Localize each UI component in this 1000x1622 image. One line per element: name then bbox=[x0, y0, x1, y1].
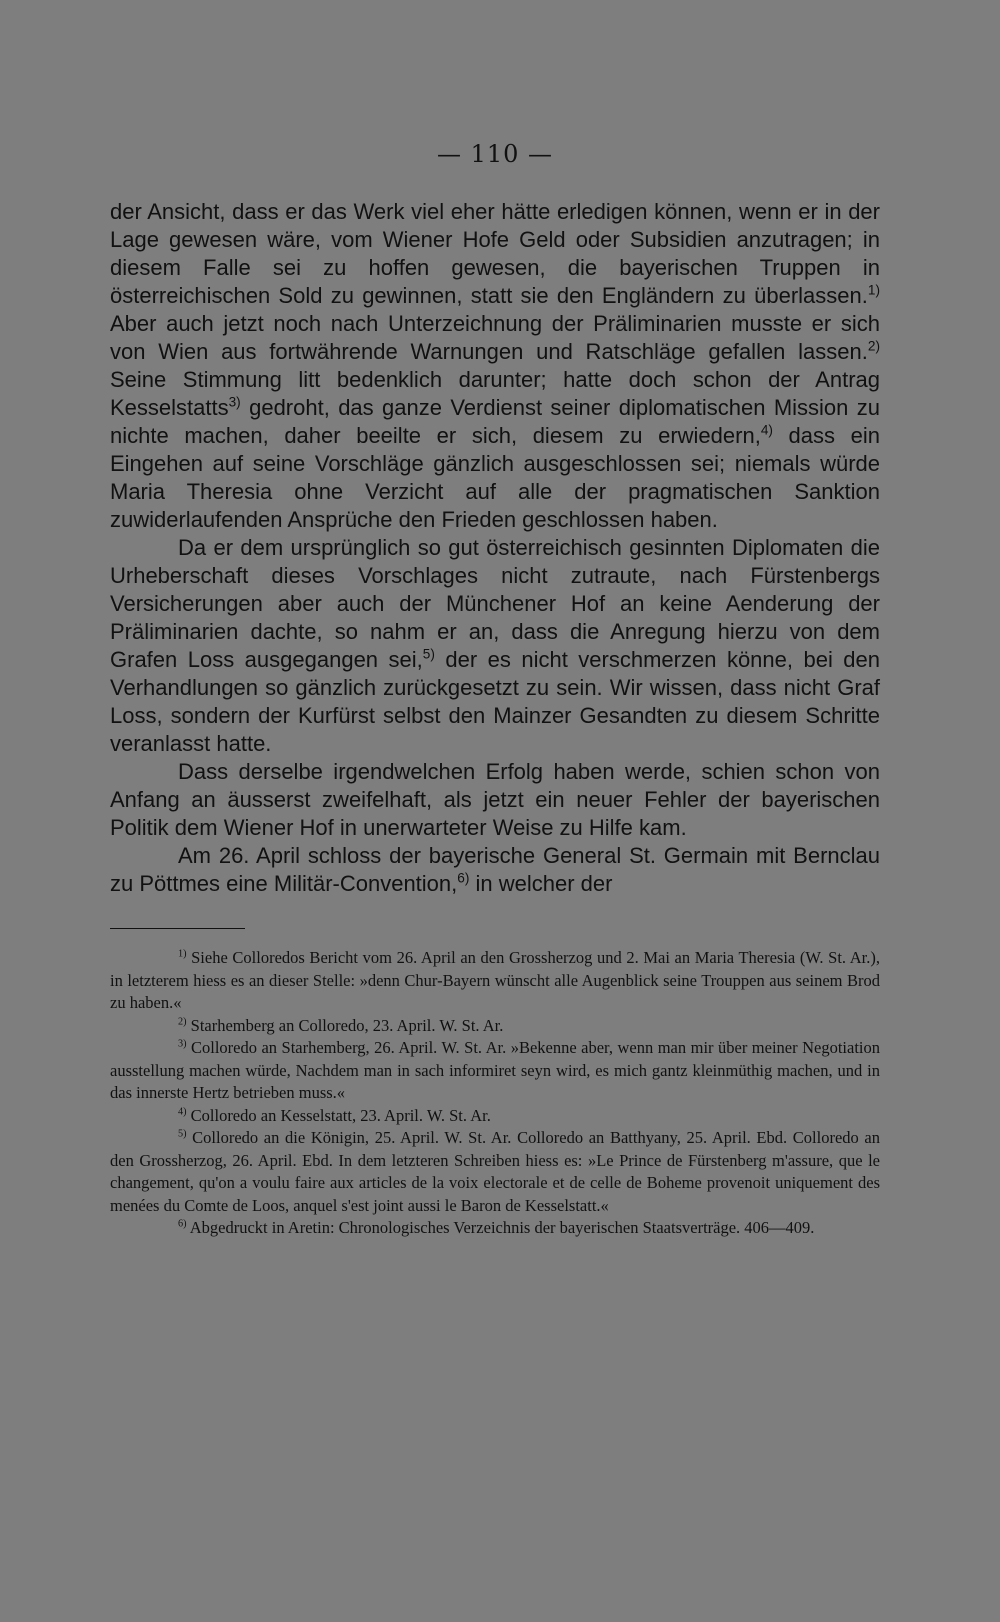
footnote-mark: 5) bbox=[178, 1128, 187, 1140]
footnote-ref-1: 1) bbox=[867, 282, 880, 298]
page-number: — 110 — bbox=[436, 140, 554, 168]
footnote-mark: 4) bbox=[178, 1106, 187, 1117]
footnote-ref-4: 4) bbox=[760, 422, 773, 438]
footnote-divider bbox=[110, 928, 245, 929]
paragraph-2: Da er dem ursprünglich so gut österreichisch gesinnten Diplomaten die Urheberschaft dieses Vorschlages nicht zutraute, nach Fürstenbergs Versicherungen aber auch der Münchener Hof an keine Aenderung der Präliminarien dachte, so nahm er an, dass die Anregung hierzu von dem Grafen Loss ausgegangen sei,$^{5)}$ der es nicht verschmerzen könne, bei den Verhandlungen so gänzlich zurückgesetzt zu sein. Wir wissen, dass nicht Graf Loss, sondern der Kurfürst selbst den Mainzer Gesandten zu diesem Schritte veranlasst hatte. bbox=[110, 535, 881, 756]
paragraph-1: der Ansicht, dass er das Werk viel eher hätte erledigen können, wenn er in der Lage gewesen wäre, vom Wiener Hofe Geld oder Subsidien anzutragen; in diesem Falle sei zu hoffen gewesen, die bayerischen Truppen in österreichischen Sold zu gewinnen, statt sie den Engländern zu überlassen.$^{1)}$ Aber auch jetzt noch nach Unterzeichnung der Präliminarien musste er sich von Wien aus fortwährende Warnungen und Ratschläge gefallen lassen.$^{2)}$ Seine Stimmung litt bedenklich darunter; hatte doch schon der Antrag Kesselstatts$^{3)}$ gedroht, das ganze Verdienst seiner diplomatischen Mission zu nichte machen, daher beeilte er sich, diesem zu erwiedern,$^{4)}$ dass ein Eingehen auf seine Vorschläge gänzlich ausgeschlossen sei; niemals würde Maria Theresia ohne Verzicht auf alle der pragmatischen Sanktion zuwiderlaufenden Ansprüche den Frieden geschlossen haben. bbox=[110, 199, 881, 532]
footnote-2: $^{2)}$ Starhemberg an Colloredo, 23. April. W. St. Ar. bbox=[178, 1015, 504, 1035]
footnote-1: $^{1)}$ Siehe Colloredos Bericht vom 26. April an den Grossherzog und 2. Mai an Maria Theresia (W. St. Ar.), in letzterem hiess es an dieser Stelle: »denn Chur-Bayern wünscht alle Augenblick seine Trouppen aus seinem Brod zu haben.« bbox=[110, 948, 880, 1012]
footnote-ref-2: 2) bbox=[867, 338, 880, 354]
footnote-5: $^{5)}$ Colloredo an die Königin, 25. April. W. St. Ar. Colloredo an Batthyany, 25. April. Ebd. Colloredo an den Grossherzog, 26. April. Ebd. In dem letzteren Schreiben hiess es: »Le Prince de Fürstenberg m'assure, que le changement, qu'on a voulu faire aux articles de la voix electorale et de celle de Boheme provenoit uniquement des menées du Comte de Loos, anquel s'est joint aussi le Baron de Kesselstatt.« bbox=[110, 1128, 880, 1215]
footnote-mark: 6) bbox=[178, 1218, 187, 1230]
footnotes bbox=[110, 947, 880, 1240]
footnote-mark: 2) bbox=[178, 1016, 187, 1027]
footnote-4: $^{4)}$ Colloredo an Kesselstatt, 23. April. W. St. Ar. bbox=[178, 1105, 491, 1125]
footnote-ref-3: 3) bbox=[228, 394, 241, 410]
footnote-6: $^{6)}$ Abgedruckt in Aretin: Chronologisches Verzeichnis der bayerischen Staatsverträge. 406—409. bbox=[178, 1218, 815, 1237]
footnote-ref-5: 5) bbox=[422, 646, 435, 662]
footnote-3: $^{3)}$ Colloredo an Starhemberg, 26. April. W. St. Ar. »Bekenne aber, wenn man mir über meiner Negotiation ausstellung machen würde, Nachdem man in sach informiret seyn wird, es mich gantz kleinmüthig machen, und in das innerste Hertz betrieben muss.« bbox=[110, 1038, 880, 1102]
footnote-ref-6: 6) bbox=[457, 870, 470, 886]
paragraph-3: Dass derselbe irgendwelchen Erfolg haben werde, schien schon von Anfang an äusserst zweifelhaft, als jetzt ein neuer Fehler der bayerischen Politik dem Wiener Hof in unerwarteter Weise zu Hilfe kam. bbox=[110, 759, 880, 840]
book-page bbox=[110, 140, 880, 1240]
footnote-mark: 1) bbox=[178, 948, 187, 960]
paragraph-4: Am 26. April schloss der bayerische General St. Germain mit Bernclau zu Pöttmes eine Militär-Convention,$^{6)}$ in welcher der bbox=[110, 843, 880, 896]
main-text bbox=[110, 198, 880, 898]
footnote-mark: 3) bbox=[178, 1038, 187, 1050]
